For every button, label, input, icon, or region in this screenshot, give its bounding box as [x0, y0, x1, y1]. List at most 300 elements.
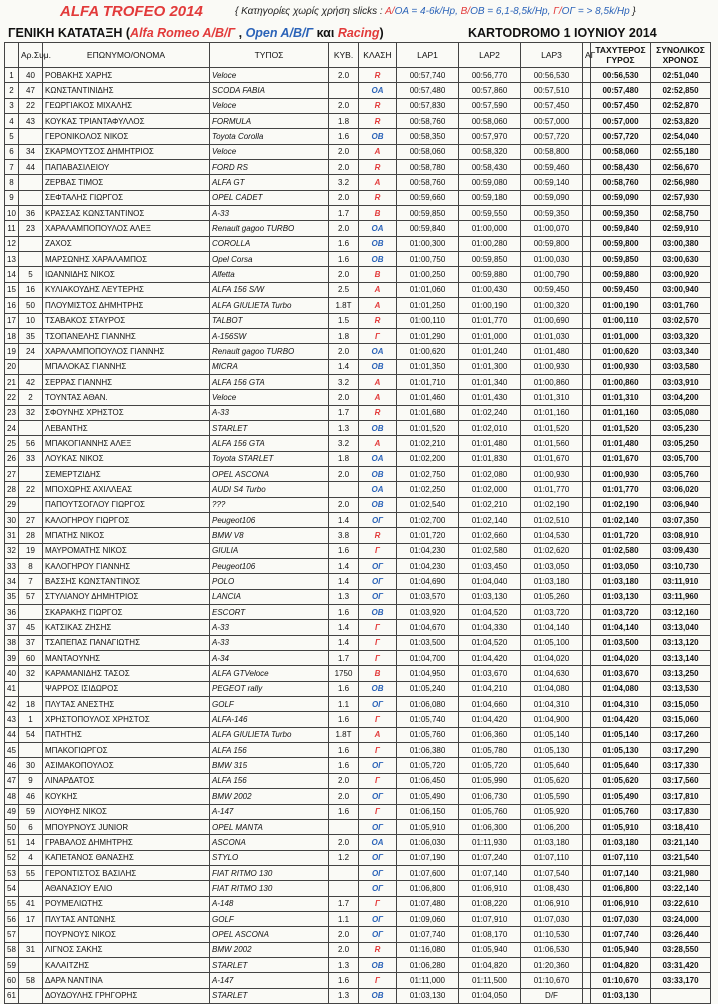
engine-cc-cell: 2.0: [329, 160, 359, 175]
lap2-cell: 01:02,210: [459, 497, 521, 512]
car-type-cell: ASCONA: [210, 835, 329, 850]
rank-cell: 28: [5, 482, 19, 497]
lap3-cell: 00:57,000: [521, 114, 583, 129]
lap1-cell: 01:00,250: [397, 267, 459, 282]
driver-name-cell: ΜΠΑΤΗΣ ΝΙΚΟΣ: [43, 528, 210, 543]
table-row: [5, 420, 711, 435]
rank-cell: 15: [5, 282, 19, 297]
best-lap-cell: 00:58,430: [591, 160, 651, 175]
table-row: [5, 405, 711, 420]
total-time-cell: 03:17,330: [651, 758, 711, 773]
results-table: [4, 42, 711, 1004]
lap1-cell: 01:05,760: [397, 727, 459, 742]
lap1-cell: 00:58,350: [397, 129, 459, 144]
total-time-cell: 03:10,730: [651, 559, 711, 574]
rank-cell: 24: [5, 420, 19, 435]
subtitle-open: Open A/B/Γ: [245, 26, 314, 40]
lap3-cell: 01:00,790: [521, 267, 583, 282]
car-type-cell: Veloce: [210, 144, 329, 159]
rank-cell: 45: [5, 743, 19, 758]
lap1-cell: 01:03,500: [397, 635, 459, 650]
rank-cell: 3: [5, 98, 19, 113]
subtitle-close: ): [379, 26, 384, 40]
car-number-cell: 23: [19, 221, 43, 236]
lap2-cell: 01:03,450: [459, 559, 521, 574]
engine-cc-cell: 1.6: [329, 743, 359, 758]
ar-cell: [583, 651, 591, 666]
lap1-cell: 01:05,720: [397, 758, 459, 773]
ar-cell: [583, 574, 591, 589]
class-cell: OB: [359, 957, 397, 972]
driver-name-cell: ΜΠΑΚΟΓΙΩΡΓΟΣ: [43, 743, 210, 758]
lap3-cell: 01:06,530: [521, 942, 583, 957]
lap1-cell: 01:03,570: [397, 589, 459, 604]
car-type-cell: A-34: [210, 651, 329, 666]
best-lap-cell: 01:03,180: [591, 835, 651, 850]
ar-cell: [583, 114, 591, 129]
driver-name-cell: ΤΣΟΠΑΝΕΛΗΣ ΓΙΑΝΝΗΣ: [43, 328, 210, 343]
engine-cc-cell: 2.0: [329, 466, 359, 481]
driver-name-cell: ΡΟΥΜΕΛΙΩΤΗΣ: [43, 896, 210, 911]
engine-cc-cell: 1.5: [329, 313, 359, 328]
ar-cell: [583, 881, 591, 896]
lap2-cell: 00:59,850: [459, 252, 521, 267]
lap2-cell: 01:01,480: [459, 436, 521, 451]
car-type-cell: A-156SW: [210, 328, 329, 343]
rank-cell: 60: [5, 973, 19, 988]
engine-cc-cell: 2.0: [329, 835, 359, 850]
driver-name-cell: ΙΩΑΝΝΙΔΗΣ ΝΙΚΟΣ: [43, 267, 210, 282]
rank-cell: 20: [5, 359, 19, 374]
total-time-cell: 03:11,910: [651, 574, 711, 589]
ar-cell: [583, 451, 591, 466]
rank-cell: 36: [5, 605, 19, 620]
car-number-cell: 45: [19, 620, 43, 635]
total-time-cell: 03:11,960: [651, 589, 711, 604]
total-time-cell: 03:13,140: [651, 651, 711, 666]
lap1-cell: 00:58,760: [397, 114, 459, 129]
subtitle-racing: Racing: [337, 26, 380, 40]
ar-cell: [583, 988, 591, 1003]
engine-cc-cell: 1.3: [329, 957, 359, 972]
best-lap-cell: 00:59,880: [591, 267, 651, 282]
lap3-cell: 01:01,030: [521, 328, 583, 343]
car-type-cell: Veloce: [210, 98, 329, 113]
class-cell: B: [359, 267, 397, 282]
car-number-cell: 58: [19, 973, 43, 988]
best-lap-cell: 01:01,670: [591, 451, 651, 466]
legend-open: { Κατηγορίες χωρίς χρήση slicks :: [235, 6, 386, 17]
lap2-cell: 01:01,770: [459, 313, 521, 328]
car-number-cell: 14: [19, 835, 43, 850]
car-type-cell: Opel Corsa: [210, 252, 329, 267]
lap2-cell: 01:07,240: [459, 850, 521, 865]
lap3-cell: 00:59,450: [521, 282, 583, 297]
ar-cell: [583, 282, 591, 297]
class-cell: OA: [359, 482, 397, 497]
table-row: [5, 850, 711, 865]
lap2-cell: 01:11,930: [459, 835, 521, 850]
car-number-cell: 40: [19, 68, 43, 83]
driver-name-cell: ΤΣΑΠΕΠΑΣ ΠΑΝΑΓΙΩΤΗΣ: [43, 635, 210, 650]
lap3-cell: 01:01,520: [521, 420, 583, 435]
engine-cc-cell: 1.8T: [329, 298, 359, 313]
best-lap-cell: 00:57,000: [591, 114, 651, 129]
lap2-cell: 01:02,080: [459, 466, 521, 481]
engine-cc-cell: 3.2: [329, 175, 359, 190]
lap3-cell: 01:10,670: [521, 973, 583, 988]
lap3-cell: 01:00,860: [521, 374, 583, 389]
car-number-cell: 42: [19, 374, 43, 389]
rank-cell: 19: [5, 344, 19, 359]
engine-cc-cell: [329, 865, 359, 880]
car-type-cell: A-147: [210, 973, 329, 988]
lap3-cell: 01:00,070: [521, 221, 583, 236]
rank-cell: 37: [5, 620, 19, 635]
car-number-cell: 2: [19, 390, 43, 405]
lap2-cell: 01:05,990: [459, 773, 521, 788]
lap1-cell: 01:16,080: [397, 942, 459, 957]
lap1-cell: 01:06,800: [397, 881, 459, 896]
lap3-cell: 01:07,110: [521, 850, 583, 865]
best-lap-cell: 01:03,180: [591, 574, 651, 589]
lap2-cell: 01:06,360: [459, 727, 521, 742]
lap2-cell: 00:57,860: [459, 83, 521, 98]
car-number-cell: 50: [19, 298, 43, 313]
lap2-cell: 00:57,970: [459, 129, 521, 144]
rank-cell: 26: [5, 451, 19, 466]
car-type-cell: ALFA 156: [210, 773, 329, 788]
engine-cc-cell: 1.6: [329, 681, 359, 696]
class-cell: OB: [359, 236, 397, 251]
lap3-cell: 00:57,450: [521, 98, 583, 113]
car-number-cell: [19, 957, 43, 972]
table-row: [5, 574, 711, 589]
table-row: [5, 804, 711, 819]
driver-name-cell: ΜΑΡΣΩΝΗΣ ΧΑΡΑΛΑΜΠΟΣ: [43, 252, 210, 267]
car-number-cell: 5: [19, 267, 43, 282]
engine-cc-cell: 1.6: [329, 236, 359, 251]
class-cell: OB: [359, 497, 397, 512]
class-cell: Γ: [359, 973, 397, 988]
total-time-cell: 03:26,440: [651, 927, 711, 942]
best-lap-cell: 00:57,450: [591, 98, 651, 113]
lap1-cell: 01:06,380: [397, 743, 459, 758]
lap2-cell: 01:02,580: [459, 543, 521, 558]
legend-a: A/: [385, 6, 395, 17]
best-lap-cell: 01:03,130: [591, 988, 651, 1003]
lap1-cell: 01:05,240: [397, 681, 459, 696]
best-lap-cell: 01:01,160: [591, 405, 651, 420]
lap3-cell: 01:01,480: [521, 344, 583, 359]
rank-cell: 42: [5, 697, 19, 712]
class-cell: Γ: [359, 543, 397, 558]
driver-name-cell: ΓΕΡΟΝΙΚΟΛΟΣ ΝΙΚΟΣ: [43, 129, 210, 144]
lap2-cell: 01:00,000: [459, 221, 521, 236]
table-row: [5, 727, 711, 742]
col-name: ΕΠΩΝΥΜΟ/ΟΝΟΜΑ: [43, 43, 210, 68]
rank-cell: 23: [5, 405, 19, 420]
lap3-cell: 01:05,590: [521, 789, 583, 804]
class-cell: ΟΓ: [359, 758, 397, 773]
lap3-cell: 00:58,800: [521, 144, 583, 159]
lap1-cell: 00:59,840: [397, 221, 459, 236]
lap3-cell: D/F: [521, 988, 583, 1003]
subtitle-sep: ,: [235, 26, 246, 40]
car-type-cell: A-33: [210, 206, 329, 221]
car-type-cell: Veloce: [210, 68, 329, 83]
table-row: [5, 620, 711, 635]
engine-cc-cell: [329, 83, 359, 98]
engine-cc-cell: 1.7: [329, 651, 359, 666]
ar-cell: [583, 697, 591, 712]
car-type-cell: SCODA FABIA: [210, 83, 329, 98]
car-number-cell: [19, 743, 43, 758]
rank-cell: 12: [5, 236, 19, 251]
class-cell: R: [359, 190, 397, 205]
best-lap-cell: 01:00,620: [591, 344, 651, 359]
table-row: [5, 390, 711, 405]
rank-cell: 13: [5, 252, 19, 267]
ar-cell: [583, 83, 591, 98]
car-type-cell: BMW 315: [210, 758, 329, 773]
ar-cell: [583, 942, 591, 957]
table-row: [5, 252, 711, 267]
legend-b: B/: [460, 6, 471, 17]
table-row: [5, 344, 711, 359]
lap3-cell: 01:05,100: [521, 635, 583, 650]
car-number-cell: 8: [19, 559, 43, 574]
driver-name-cell: ΓΡΑΒΑΛΟΣ ΔΗΜΗΤΡΗΣ: [43, 835, 210, 850]
lap3-cell: 01:06,200: [521, 819, 583, 834]
class-cell: R: [359, 114, 397, 129]
best-lap-cell: 00:59,800: [591, 236, 651, 251]
car-type-cell: A-33: [210, 635, 329, 650]
best-lap-cell: 01:01,770: [591, 482, 651, 497]
subtitle-and: και: [313, 26, 338, 40]
best-lap-cell: 01:02,190: [591, 497, 651, 512]
lap2-cell: 01:04,330: [459, 620, 521, 635]
best-lap-cell: 01:07,140: [591, 865, 651, 880]
class-cell: ΟΓ: [359, 850, 397, 865]
lap2-cell: 01:01,830: [459, 451, 521, 466]
lap1-cell: 01:01,680: [397, 405, 459, 420]
table-row: [5, 267, 711, 282]
total-time-cell: 03:05,760: [651, 466, 711, 481]
table-row: [5, 190, 711, 205]
event-title: ALFA TROFEO 2014: [60, 3, 203, 20]
table-row: [5, 927, 711, 942]
total-time-cell: 03:00,630: [651, 252, 711, 267]
lap3-cell: 01:03,180: [521, 574, 583, 589]
car-number-cell: 18: [19, 697, 43, 712]
car-number-cell: 27: [19, 512, 43, 527]
driver-name-cell: ΓΕΡΟΝΤΙΣΤΟΣ ΒΑΣΙΛΗΣ: [43, 865, 210, 880]
ar-cell: [583, 927, 591, 942]
ar-cell: [583, 390, 591, 405]
best-lap-cell: 01:03,670: [591, 666, 651, 681]
lap3-cell: 00:59,800: [521, 236, 583, 251]
total-time-cell: 03:09,430: [651, 543, 711, 558]
car-number-cell: 6: [19, 819, 43, 834]
total-time-cell: 03:06,940: [651, 497, 711, 512]
driver-name-cell: ΤΟΥΝΤΑΣ ΑΘΑΝ.: [43, 390, 210, 405]
car-number-cell: 43: [19, 114, 43, 129]
best-lap-cell: 01:04,020: [591, 651, 651, 666]
total-time-cell: 03:05,250: [651, 436, 711, 451]
class-cell: ΟΓ: [359, 589, 397, 604]
best-lap-cell: 01:00,110: [591, 313, 651, 328]
table-row: [5, 221, 711, 236]
best-lap-cell: 00:57,720: [591, 129, 651, 144]
lap1-cell: 01:00,300: [397, 236, 459, 251]
driver-name-cell: ΜΑΥΡΟΜΑΤΗΣ ΝΙΚΟΣ: [43, 543, 210, 558]
car-number-cell: 37: [19, 635, 43, 650]
best-lap-cell: 01:05,140: [591, 727, 651, 742]
car-type-cell: LANCIA: [210, 589, 329, 604]
lap1-cell: 01:00,110: [397, 313, 459, 328]
driver-name-cell: ΜΠΟΥΡΝΟΥΣ JUNIOR: [43, 819, 210, 834]
ar-cell: [583, 973, 591, 988]
lap1-cell: 00:57,830: [397, 98, 459, 113]
best-lap-cell: 00:58,060: [591, 144, 651, 159]
lap1-cell: 01:09,060: [397, 911, 459, 926]
lap3-cell: 01:02,620: [521, 543, 583, 558]
rank-cell: 1: [5, 68, 19, 83]
ar-cell: [583, 957, 591, 972]
car-number-cell: 35: [19, 328, 43, 343]
total-time-cell: 03:03,910: [651, 374, 711, 389]
lap3-cell: 01:04,630: [521, 666, 583, 681]
engine-cc-cell: 1.3: [329, 988, 359, 1003]
table-row: [5, 129, 711, 144]
car-number-cell: 10: [19, 313, 43, 328]
class-cell: R: [359, 68, 397, 83]
legend-ob: OB = 6,1-8,5k/Hp,: [470, 6, 554, 17]
driver-name-cell: ΜΠΑΚΟΓΙΑΝΝΗΣ ΑΛΕΞ: [43, 436, 210, 451]
driver-name-cell: ΣΕΦΤΑΛΗΣ ΓΙΩΡΓΟΣ: [43, 190, 210, 205]
lap3-cell: 00:59,350: [521, 206, 583, 221]
driver-name-cell: ΜΠΑΛΟΚΑΣ ΓΙΑΝΝΗΣ: [43, 359, 210, 374]
rank-cell: 33: [5, 559, 19, 574]
driver-name-cell: ΨΑΡΡΟΣ ΙΣΙΔΩΡΟΣ: [43, 681, 210, 696]
total-time-cell: 02:57,930: [651, 190, 711, 205]
car-number-cell: [19, 190, 43, 205]
col-cc: ΚΥΒ.: [329, 43, 359, 68]
driver-name-cell: ΓΕΩΡΓΙΑΚΟΣ ΜΙΧΑΛΗΣ: [43, 98, 210, 113]
table-row: [5, 114, 711, 129]
lap2-cell: 00:58,430: [459, 160, 521, 175]
rank-cell: 43: [5, 712, 19, 727]
lap2-cell: 01:04,420: [459, 651, 521, 666]
classification-title: [8, 26, 384, 40]
best-lap-cell: 01:04,420: [591, 712, 651, 727]
rank-cell: 48: [5, 789, 19, 804]
engine-cc-cell: 1.7: [329, 896, 359, 911]
class-cell: R: [359, 942, 397, 957]
lap3-cell: 01:04,900: [521, 712, 583, 727]
lap1-cell: 01:01,290: [397, 328, 459, 343]
class-cell: Γ: [359, 620, 397, 635]
lap3-cell: 01:00,030: [521, 252, 583, 267]
engine-cc-cell: [329, 482, 359, 497]
best-lap-cell: 01:05,490: [591, 789, 651, 804]
car-number-cell: 19: [19, 543, 43, 558]
lap3-cell: 01:02,190: [521, 497, 583, 512]
ar-cell: [583, 896, 591, 911]
lap1-cell: 01:03,130: [397, 988, 459, 1003]
total-time-cell: 03:03,320: [651, 328, 711, 343]
ar-cell: [583, 635, 591, 650]
engine-cc-cell: 1.4: [329, 620, 359, 635]
best-lap-cell: 01:04,080: [591, 681, 651, 696]
rank-cell: 46: [5, 758, 19, 773]
lap3-cell: 01:04,310: [521, 697, 583, 712]
driver-name-cell: ΠΟΥΡΝΟΥΣ ΝΙΚΟΣ: [43, 927, 210, 942]
lap2-cell: 01:04,050: [459, 988, 521, 1003]
best-lap-cell: 00:59,850: [591, 252, 651, 267]
driver-name-cell: ΣΦΟΥΝΗΣ ΧΡΗΣΤΟΣ: [43, 405, 210, 420]
best-lap-cell: 01:03,130: [591, 589, 651, 604]
engine-cc-cell: 2.0: [329, 221, 359, 236]
driver-name-cell: ΣΚΑΡΑΚΗΣ ΓΙΩΡΓΟΣ: [43, 605, 210, 620]
lap1-cell: 01:01,350: [397, 359, 459, 374]
car-type-cell: Toyota STARLET: [210, 451, 329, 466]
class-cell: B: [359, 206, 397, 221]
class-cell: B: [359, 666, 397, 681]
table-row: [5, 865, 711, 880]
car-type-cell: Veloce: [210, 390, 329, 405]
engine-cc-cell: 1.7: [329, 206, 359, 221]
lap2-cell: 01:02,010: [459, 420, 521, 435]
lap3-cell: 01:05,130: [521, 743, 583, 758]
lap3-cell: 01:05,140: [521, 727, 583, 742]
lap2-cell: 01:08,170: [459, 927, 521, 942]
engine-cc-cell: 2.0: [329, 68, 359, 83]
legend-close: }: [629, 6, 636, 17]
car-type-cell: POLO: [210, 574, 329, 589]
car-number-cell: [19, 881, 43, 896]
col-lap1: LAP1: [397, 43, 459, 68]
car-number-cell: 54: [19, 727, 43, 742]
lap2-cell: 00:59,550: [459, 206, 521, 221]
engine-cc-cell: 2.0: [329, 390, 359, 405]
driver-name-cell: ΚΟΥΚΗΣ: [43, 789, 210, 804]
table-row: [5, 697, 711, 712]
engine-cc-cell: [329, 881, 359, 896]
car-type-cell: A-148: [210, 896, 329, 911]
class-cell: A: [359, 374, 397, 389]
ar-cell: [583, 835, 591, 850]
engine-cc-cell: 2.0: [329, 789, 359, 804]
total-time-cell: 02:52,850: [651, 83, 711, 98]
ar-cell: [583, 221, 591, 236]
total-time-cell: 02:53,820: [651, 114, 711, 129]
car-number-cell: [19, 252, 43, 267]
best-lap-cell: 01:07,110: [591, 850, 651, 865]
driver-name-cell: ΠΑΠΑΒΑΣΙΛΕΙΟΥ: [43, 160, 210, 175]
engine-cc-cell: 2.0: [329, 144, 359, 159]
class-cell: ΟΓ: [359, 512, 397, 527]
car-number-cell: 28: [19, 528, 43, 543]
class-cell: Γ: [359, 804, 397, 819]
rank-cell: 55: [5, 896, 19, 911]
lap1-cell: 01:04,230: [397, 559, 459, 574]
engine-cc-cell: 1.4: [329, 359, 359, 374]
driver-name-cell: ΠΛΟΥΜΙΣΤΟΣ ΔΗΜΗΤΡΗΣ: [43, 298, 210, 313]
class-cell: Γ: [359, 635, 397, 650]
engine-cc-cell: 1.8T: [329, 727, 359, 742]
